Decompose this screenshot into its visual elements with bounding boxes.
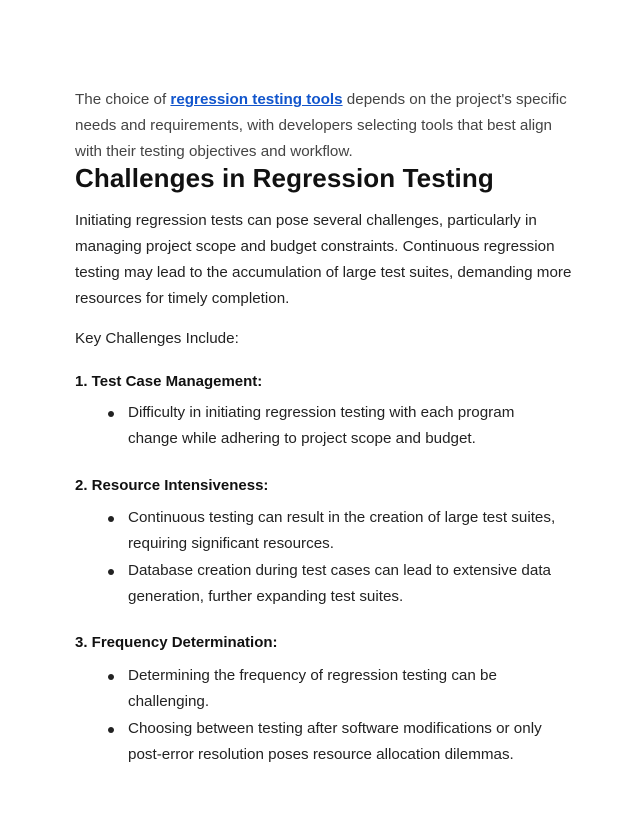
intro-text-after: depends on the project's specific needs and requirements, with developers selecting tools that best align with their testing objectives and workflow. bbox=[75, 91, 567, 161]
key-challenges-label: Key Challenges Include: bbox=[75, 330, 239, 347]
list-item-text: Database creation during test cases can lead to extensive data generation, further expanding test suites. bbox=[128, 562, 551, 605]
list-item-text: Determining the frequency of regression testing can be challenging. bbox=[128, 667, 497, 710]
section-title-resource-intensiveness: 2. Resource Intensiveness: bbox=[75, 477, 269, 494]
list-item-text: Difficulty in initiating regression testing with each program change while adhering to project scope and budget. bbox=[128, 404, 515, 447]
list-item bbox=[128, 716, 568, 768]
bullet-icon bbox=[108, 411, 114, 417]
intro-paragraph bbox=[75, 87, 575, 165]
list-item bbox=[128, 558, 568, 610]
bullet-icon bbox=[108, 674, 114, 680]
section-title-test-case-management: 1. Test Case Management: bbox=[75, 373, 263, 390]
list-item bbox=[128, 505, 568, 557]
list-resource-intensiveness bbox=[128, 505, 568, 611]
bullet-icon bbox=[108, 569, 114, 575]
regression-testing-tools-link[interactable]: regression testing tools bbox=[170, 91, 343, 109]
list-item bbox=[128, 663, 568, 715]
bullet-icon bbox=[108, 516, 114, 522]
list-frequency-determination bbox=[128, 663, 568, 769]
section-title-frequency-determination: 3. Frequency Determination: bbox=[75, 634, 278, 651]
section-heading: Challenges in Regression Testing bbox=[75, 163, 494, 193]
intro-text-before: The choice of bbox=[75, 91, 171, 109]
list-item-text: Choosing between testing after software modifications or only post-error resolution poses resource allocation dilemmas. bbox=[128, 720, 542, 763]
challenges-paragraph: Initiating regression tests can pose several challenges, particularly in managing project scope and budget constraints. Continuous regression testing may lead to the accumulation of large test suites, demanding more resources for timely completion. bbox=[75, 212, 572, 307]
bullet-icon bbox=[108, 727, 114, 733]
list-item-text: Continuous testing can result in the creation of large test suites, requiring significant resources. bbox=[128, 509, 556, 552]
list-test-case-management bbox=[128, 400, 568, 453]
list-item bbox=[128, 400, 568, 452]
